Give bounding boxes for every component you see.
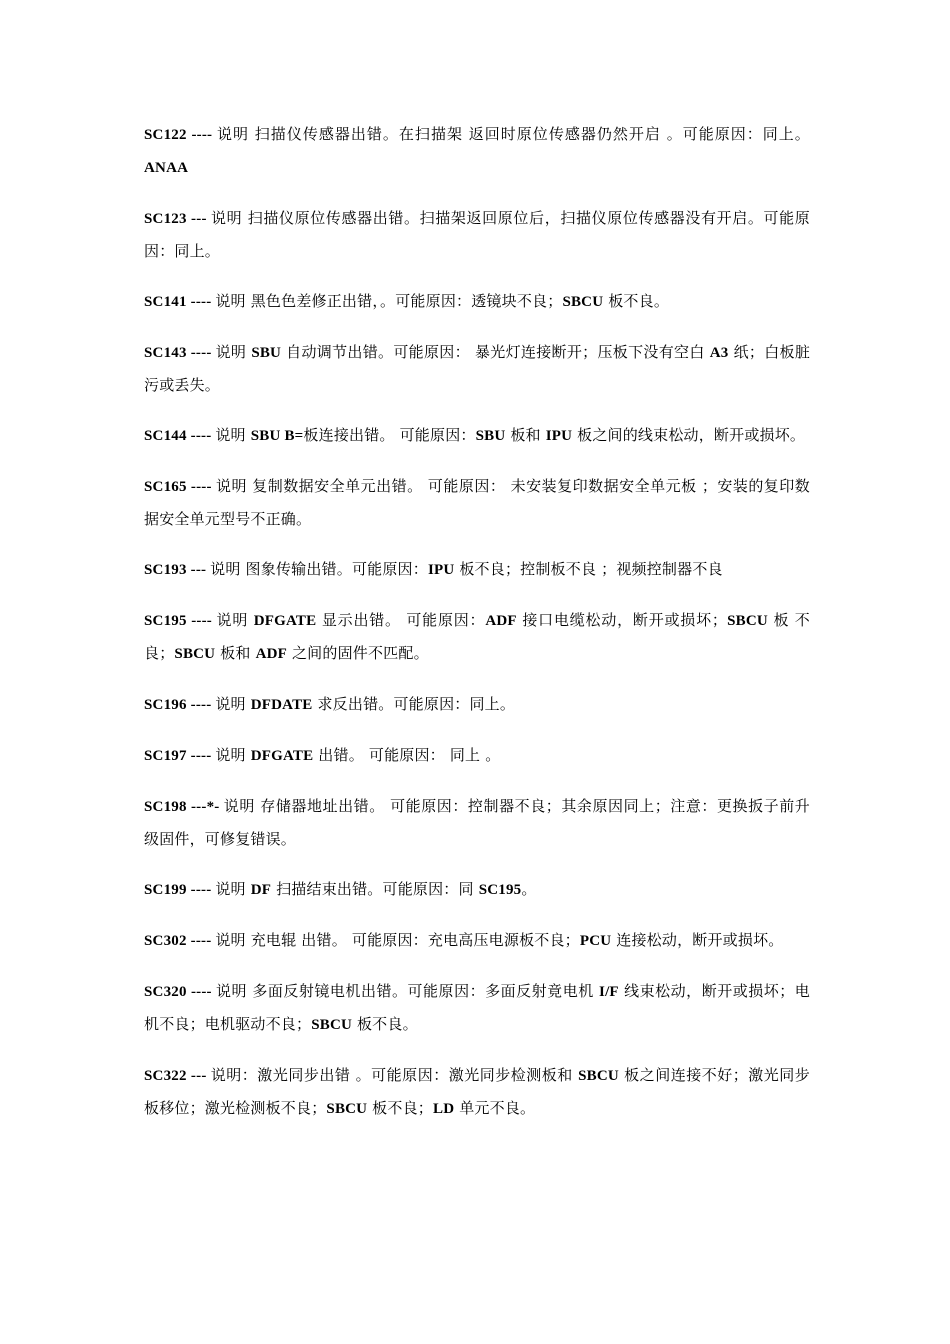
- text-segment: 说明: [215, 426, 251, 444]
- text-segment: 纸；白板脏污或丢失。: [144, 343, 811, 394]
- bold-text-segment: DF: [250, 882, 272, 898]
- text-segment: 扫描结束出错。可能原因：同: [271, 880, 479, 898]
- bold-text-segment: SC195: [478, 882, 522, 898]
- bold-text-segment: ADF: [255, 646, 287, 662]
- bold-text-segment: IPU: [545, 428, 573, 444]
- error-code-entry: [144, 202, 810, 267]
- text-segment: 板和: [215, 644, 256, 662]
- text-segment: 板不良。: [352, 1015, 418, 1033]
- bold-text-segment: SBU: [475, 428, 506, 444]
- text-segment: 接口电缆松动，断开或损坏；: [516, 611, 728, 629]
- text-segment: 板之间连接不好；激光同步板移位；激光检测板不良；: [144, 1066, 810, 1117]
- error-code-entry: [144, 1059, 810, 1125]
- bold-text-segment: SC122 ----: [144, 127, 217, 143]
- error-code-entry: [144, 975, 810, 1041]
- text-segment: 说明 图象传输出错。可能原因：: [210, 560, 428, 578]
- bold-text-segment: I/F: [599, 984, 619, 1000]
- bold-text-segment: SC322 ---: [144, 1068, 211, 1084]
- bold-text-segment: DFGATE: [253, 613, 317, 629]
- error-code-entry: [144, 790, 810, 855]
- bold-text-segment: LD: [433, 1101, 455, 1117]
- text-segment: 求反出错。可能原因：同上。: [312, 695, 516, 713]
- text-segment: 说明: [215, 695, 251, 713]
- error-code-entry: [144, 924, 810, 957]
- error-code-entry: [144, 419, 810, 452]
- error-code-entry: [144, 470, 810, 535]
- text-segment: 板不良。: [603, 292, 670, 310]
- bold-text-segment: DFDATE: [250, 697, 313, 713]
- bold-text-segment: SC123 ---: [144, 211, 212, 227]
- text-segment: 说明 扫描仪传感器出错。在扫描架 返回时原位传感器仍然开启 。可能原因：同上。: [216, 125, 810, 143]
- text-segment: 说明 充电辊 出错。 可能原因：充电高压电源板不良；: [215, 931, 580, 949]
- text-segment: 板不良；: [367, 1099, 433, 1117]
- text-segment: 说明: [215, 343, 252, 361]
- bold-text-segment: SBCU: [578, 1068, 619, 1084]
- bold-text-segment: SBCU: [326, 1101, 368, 1117]
- text-segment: 板之间的线束松动，断开或损坏。: [572, 426, 806, 444]
- bold-text-segment: SBCU: [311, 1017, 353, 1033]
- bold-text-segment: PCU: [579, 933, 612, 949]
- bold-text-segment: SC198 ---*-: [144, 799, 224, 815]
- text-segment: 连接松动，断开或损坏。: [611, 931, 784, 949]
- text-segment: 说明 多面反射镜电机出错。可能原因：多面反射竟电机: [216, 982, 600, 1000]
- bold-text-segment: IPU: [427, 562, 455, 578]
- bold-text-segment: A3: [709, 345, 729, 361]
- bold-text-segment: SC196 ----: [144, 697, 216, 713]
- text-segment: 板连接出错。 可能原因：: [303, 426, 476, 444]
- error-code-entry: [144, 118, 810, 184]
- text-segment: 说明: [215, 746, 251, 764]
- error-code-list: [144, 118, 810, 1143]
- text-segment: 说明: [215, 880, 251, 898]
- text-segment: 说明 黑色色差修正出错，。可能原因：透镜块不良；: [215, 292, 563, 310]
- text-segment: 板和: [505, 426, 546, 444]
- bold-text-segment: SBCU: [727, 613, 768, 629]
- bold-text-segment: SC199 ----: [144, 882, 216, 898]
- bold-text-segment: SBU B=: [250, 428, 304, 444]
- text-segment: 自动调节出错。可能原因： 暴光灯连接断开；压板下没有空白: [281, 343, 710, 361]
- text-segment: 。: [521, 880, 537, 898]
- bold-text-segment: SC165 ----: [144, 479, 216, 495]
- text-segment: 说明 存储器地址出错。 可能原因：控制器不良；其余原因同上；注意：更换扳子前升级固件，可修复错误。: [144, 797, 811, 848]
- error-code-entry: [144, 553, 810, 586]
- bold-text-segment: SC193 ---: [144, 562, 211, 578]
- text-segment: 说明 扫描仪原位传感器出错。扫描架返回原位后，扫描仪原位传感器没有开启。可能原因：同上。: [144, 209, 810, 260]
- bold-text-segment: SC141 ----: [144, 294, 216, 310]
- error-code-entry: [144, 739, 810, 772]
- text-segment: 显示出错。 可能原因：: [316, 611, 486, 629]
- bold-text-segment: ANAA: [144, 160, 189, 176]
- bold-text-segment: SC144 ----: [144, 428, 216, 444]
- error-code-entry: [144, 604, 810, 670]
- bold-text-segment: SC195 ----: [144, 613, 217, 629]
- text-segment: 之间的固件不匹配。: [287, 644, 429, 662]
- text-segment: 说明：激光同步出错 。可能原因：激光同步检测板和: [210, 1066, 579, 1084]
- bold-text-segment: DFGATE: [250, 748, 314, 764]
- text-segment: 说明: [216, 611, 254, 629]
- bold-text-segment: SC320 ----: [144, 984, 216, 1000]
- bold-text-segment: ADF: [485, 613, 517, 629]
- text-segment: 板不良；控制板不良 ；视频控制器不良: [454, 560, 723, 578]
- text-segment: 板 不良；: [144, 611, 811, 662]
- bold-text-segment: SC143 ----: [144, 345, 216, 361]
- bold-text-segment: SBCU: [562, 294, 604, 310]
- text-segment: 线束松动，断开或损坏；电机不良；电机驱动不良；: [144, 982, 811, 1033]
- error-code-entry: [144, 336, 810, 401]
- text-segment: 出错。 可能原因： 同上 。: [313, 746, 501, 764]
- bold-text-segment: SC302 ----: [144, 933, 216, 949]
- text-segment: 说明 复制数据安全单元出错。 可能原因： 未安装复印数据安全单元板 ；安装的复印数据安全单元型号不正确。: [144, 477, 811, 528]
- bold-text-segment: SBCU: [174, 646, 216, 662]
- error-code-entry: [144, 285, 810, 318]
- error-code-entry: [144, 873, 810, 906]
- text-segment: 单元不良。: [454, 1099, 536, 1117]
- bold-text-segment: SC197 ----: [144, 748, 216, 764]
- error-code-entry: [144, 688, 810, 721]
- bold-text-segment: SBU: [251, 345, 282, 361]
